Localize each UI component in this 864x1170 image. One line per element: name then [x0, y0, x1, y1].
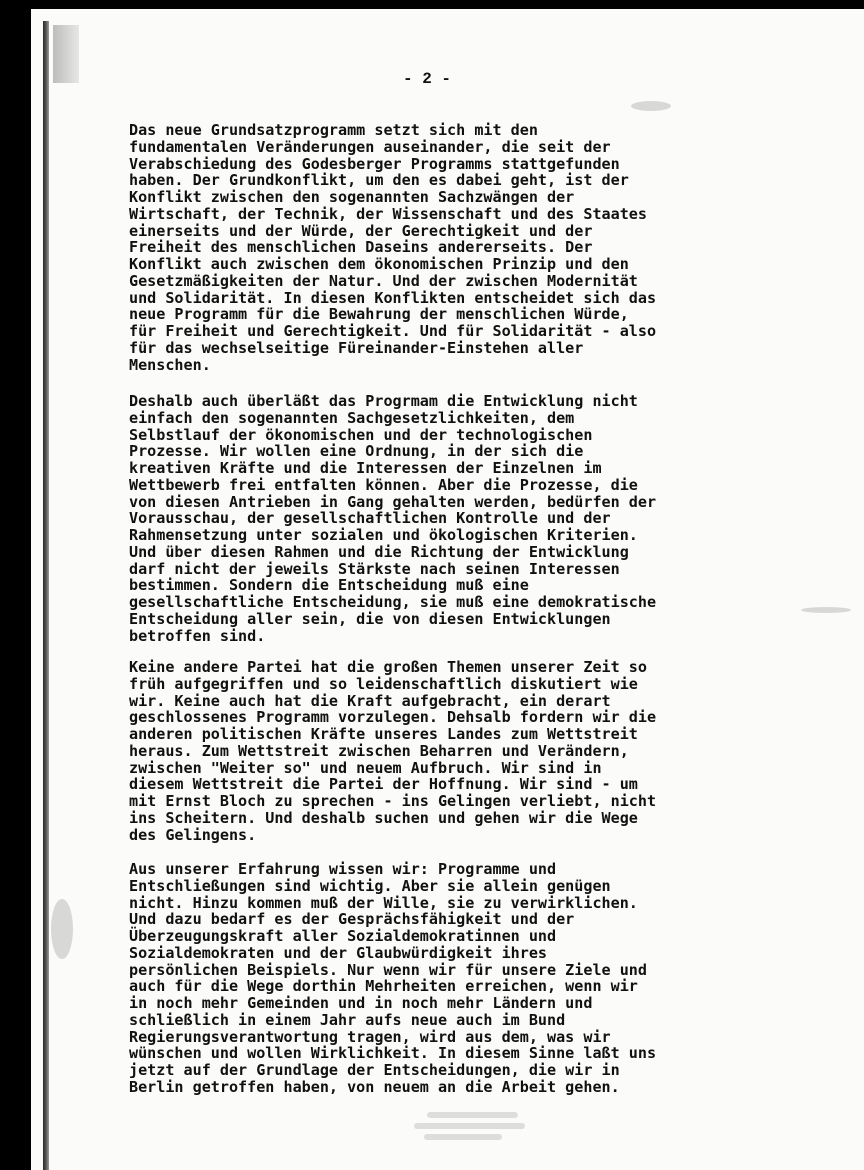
- scan-shadow: [53, 25, 79, 83]
- document-page: [31, 9, 864, 1170]
- scan-speck: [51, 899, 73, 959]
- binding-edge: [43, 21, 49, 1170]
- scan-speck: [801, 607, 851, 613]
- page-number: - 2 -: [403, 70, 452, 88]
- paragraph-grundsatzprogramm: Das neue Grundsatzprogramm setzt sich mit den fundamentalen Veränderungen auseinander, die seit der Verabschiedung des Godesberger Programms stattgefunden haben. Der Grundkonflikt, um den es dabei geht, ist der Konflikt zwischen den sogenannten Sachzwängen der Wirtschaft, der Technik, der Wissenschaft und des Staates einerseits und der Würde, der Gerechtigkeit und der Freiheit des menschlichen Daseins andererseits. Der Konflikt auch zwischen dem ökonomischen Prinzip und den Gesetzmäßigkeiten der Natur. Und der zwischen Modernität und Solidarität. In diesen Konflikten entscheidet sich das neue Programm für die Bewahrung der menschlichen Würde, für Freiheit und Gerechtigkeit. Und für Solidarität - also für das wechselseitige Füreinander-Einstehen aller Menschen.: [129, 121, 657, 374]
- paragraph-wettstreit: Keine andere Partei hat die großen Themen unserer Zeit so früh aufgegriffen und so leidenschaftlich diskutiert wie wir. Keine auch hat die Kraft aufgebracht, ein derart geschlossenes Programm vorzulegen. Dehsalb fordern wir die anderen politischen Kräfte unseres Landes zum Wettstreit heraus. Zum Wettstreit zwischen Beharren und Verändern, zwischen "Weiter so" und neuem Aufbruch. Wir sind in diesem Wettstreit die Partei der Hoffnung. Wir sind - um mit Ernst Bloch zu sprechen - ins Gelingen verliebt, nicht ins Scheitern. Und deshalb suchen und gehen wir die Wege des Gelingens.: [129, 658, 657, 844]
- paragraph-entwicklung: Deshalb auch überläßt das Progrmam die Entwicklung nicht einfach den sogenannten Sachgesetzlichkeiten, dem Selbstlauf der ökonomischen und der technologischen Prozesse. Wir wollen eine Ordnung, in der sich die kreativen Kräfte und die Interessen der Einzelnen im Wettbewerb frei entfalten können. Aber die Prozesse, die von diesen Antrieben in Gang gehalten werden, bedürfen der Vorausschau, der gesellschaftlichen Kontrolle und der Rahmensetzung unter sozialen und ökologischen Kriterien. Und über diesen Rahmen und die Richtung der Entwicklung darf nicht der jeweils Stärkste nach seinen Interessen bestimmen. Sondern die Entscheidung muß eine gesellschaftliche Entscheidung, sie muß eine demokratische Entscheidung aller sein, die von diesen Entwicklungen betroffen sind.: [129, 392, 657, 645]
- paragraph-erfahrung: Aus unserer Erfahrung wissen wir: Programme und Entschließungen sind wichtig. Aber sie allein genügen nicht. Hinzu kommen muß der Wille, sie zu verwirklichen. Und dazu bedarf es der Gesprächsfähigkeit und der Überzeugungskraft aller Sozialdemokratinnen und Sozialdemokraten und der Glaubwürdigkeit ihres persönlichen Beispiels. Nur wenn wir für unsere Ziele und auch für die Wege dorthin Mehrheiten erreichen, wenn wir in noch mehr Gemeinden und in noch mehr Ländern und schließlich in einem Jahr aufs neue auch im Bund Regierungsverantwortung tragen, wird aus dem, was wir wünschen und wollen Wirklichkeit. In diesem Sinne laßt uns jetzt auf der Grundlage der Entscheidungen, die wir in Berlin getroffen haben, von neuem an die Arbeit gehen.: [129, 860, 657, 1096]
- faded-stamp: [401, 1107, 531, 1161]
- scan-speck: [631, 101, 671, 111]
